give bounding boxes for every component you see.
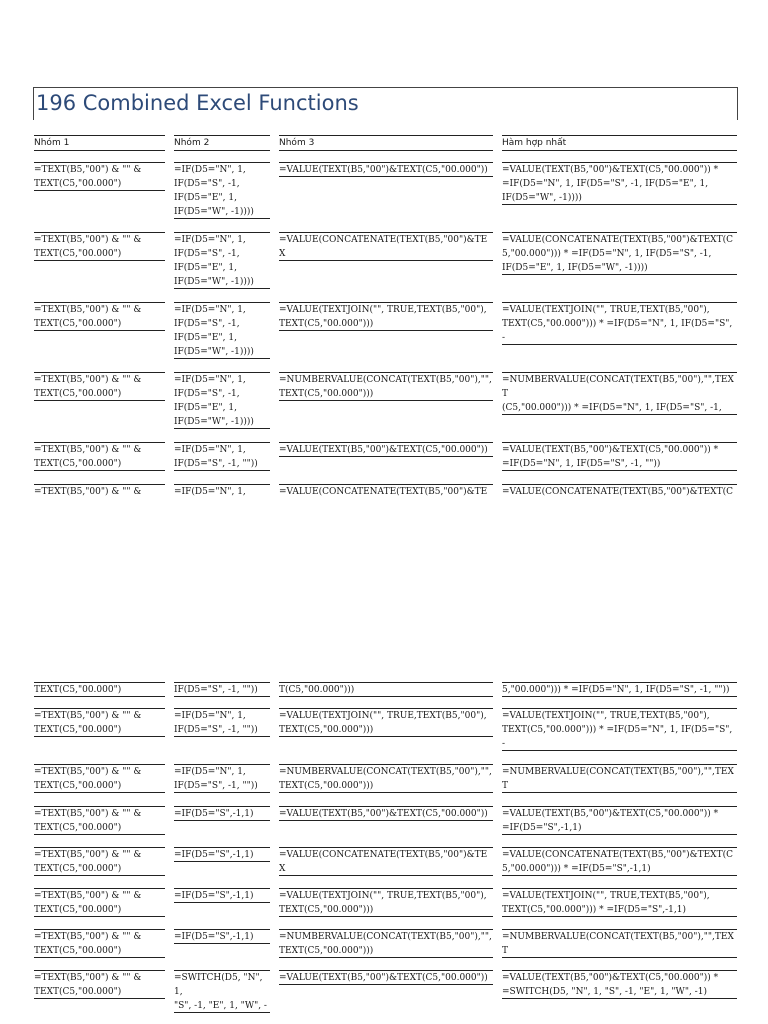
table-cell: =IF(D5="N", 1, IF(D5="S", -1, "")): [174, 708, 270, 737]
column-header: Nhóm 2: [174, 135, 270, 151]
table-cell: =VALUE(TEXT(B5,"00")&TEXT(C5,"00.000")): [279, 970, 493, 985]
table-cell: =IF(D5="N", 1, IF(D5="S", -1, IF(D5="E", 1, IF(D5="W", -1)))): [174, 162, 270, 219]
table-cell: =VALUE(TEXT(B5,"00")&TEXT(C5,"00.000")) * =IF(D5="N", 1, IF(D5="S", -1, IF(D5="E", 1, IF(D5="W", -1)))): [502, 162, 737, 205]
table-cell: T(C5,"00.000"))): [279, 682, 493, 697]
page-title: 196 Combined Excel Functions: [36, 91, 359, 115]
table-cell: =TEXT(B5,"00") & "" & TEXT(C5,"00.000"): [34, 302, 165, 331]
table-cell: =TEXT(B5,"00") & "" & TEXT(C5,"00.000"): [34, 232, 165, 261]
table-cell: =IF(D5="S",-1,1): [174, 847, 270, 862]
table-row: [0, 806, 768, 851]
table-cell: =IF(D5="N", 1, IF(D5="S", -1, "")): [174, 764, 270, 793]
table-row: [0, 929, 768, 974]
table-row: [0, 162, 768, 222]
table-cell: =VALUE(TEXTJOIN("", TRUE,TEXT(B5,"00"), TEXT(C5,"00.000"))): [279, 708, 493, 737]
table-cell: =VALUE(TEXT(B5,"00")&TEXT(C5,"00.000")): [279, 442, 493, 457]
table-cell: =VALUE(TEXT(B5,"00")&TEXT(C5,"00.000")) * =IF(D5="S",-1,1): [502, 806, 737, 835]
column-header: Nhóm 1: [34, 135, 165, 151]
table-cell: =IF(D5="N", 1, IF(D5="S", -1, IF(D5="E", 1, IF(D5="W", -1)))): [174, 372, 270, 429]
table-cell: =IF(D5="S",-1,1): [174, 929, 270, 944]
table-cell: =IF(D5="N", 1, IF(D5="S", -1, IF(D5="E", 1, IF(D5="W", -1)))): [174, 232, 270, 289]
table-cell: =VALUE(TEXT(B5,"00")&TEXT(C5,"00.000")) * =SWITCH(D5, "N", 1, "S", -1, "E", 1, "W", -1): [502, 970, 737, 999]
table-cell: IF(D5="S", -1, "")): [174, 682, 270, 697]
table-cell: =VALUE(TEXTJOIN("", TRUE,TEXT(B5,"00"), TEXT(C5,"00.000"))) * =IF(D5="N", 1, IF(D5="S", -: [502, 708, 737, 751]
table-cell: =IF(D5="S",-1,1): [174, 806, 270, 821]
table-cell: =VALUE(TEXTJOIN("", TRUE,TEXT(B5,"00"), TEXT(C5,"00.000"))): [279, 888, 493, 917]
column-header: Nhóm 3: [279, 135, 493, 151]
table-cell: =NUMBERVALUE(CONCAT(TEXT(B5,"00"),"",TEXT: [502, 929, 737, 958]
table-row: [0, 970, 768, 1015]
table-row: [0, 372, 768, 432]
table-cell: =IF(D5="N", 1, IF(D5="S", -1, "")): [174, 442, 270, 471]
table-cell: 5,"00.000"))) * =IF(D5="N", 1, IF(D5="S", -1, "")): [502, 682, 737, 697]
table-cell: =NUMBERVALUE(CONCAT(TEXT(B5,"00"),"", TEXT(C5,"00.000"))): [279, 764, 493, 793]
table-cell: =VALUE(CONCATENATE(TEXT(B5,"00")&TEXT(C 5,"00.000"))) * =IF(D5="N", 1, IF(D5="S", -1, IF(D5="E", 1, IF(D5="W", -1)))): [502, 232, 737, 275]
table-row: [0, 764, 768, 809]
table-cell: =SWITCH(D5, "N", 1, "S", -1, "E", 1, "W", -: [174, 970, 270, 1013]
table-cell: =VALUE(TEXT(B5,"00")&TEXT(C5,"00.000")) * =IF(D5="N", 1, IF(D5="S", -1, "")): [502, 442, 737, 471]
table-cell: =TEXT(B5,"00") & "" & TEXT(C5,"00.000"): [34, 847, 165, 876]
table-cell: =VALUE(CONCATENATE(TEXT(B5,"00")&TEXT(C: [502, 484, 737, 499]
table-cell: =IF(D5="N", 1, IF(D5="S", -1, IF(D5="E", 1, IF(D5="W", -1)))): [174, 302, 270, 359]
table-cell: =TEXT(B5,"00") & "" & TEXT(C5,"00.000"): [34, 888, 165, 917]
table-cell: =TEXT(B5,"00") & "" & TEXT(C5,"00.000"): [34, 442, 165, 471]
table-row: [0, 847, 768, 892]
page-title-frame: [33, 87, 738, 120]
table-cell: =TEXT(B5,"00") & "" &: [34, 484, 165, 499]
table-cell: =VALUE(TEXT(B5,"00")&TEXT(C5,"00.000")): [279, 162, 493, 177]
table-cell: =TEXT(B5,"00") & "" & TEXT(C5,"00.000"): [34, 372, 165, 401]
table-cell: =NUMBERVALUE(CONCAT(TEXT(B5,"00"),"",TEXT: [502, 764, 737, 793]
table-cell: =VALUE(TEXTJOIN("", TRUE,TEXT(B5,"00"), TEXT(C5,"00.000"))) * =IF(D5="N", 1, IF(D5="S", -: [502, 302, 737, 345]
table-cell: =NUMBERVALUE(CONCAT(TEXT(B5,"00"),"", TEXT(C5,"00.000"))): [279, 929, 493, 958]
header-row: [0, 135, 768, 151]
table-row: [0, 302, 768, 362]
table-cell: =IF(D5="N", 1,: [174, 484, 270, 499]
table-row: [0, 232, 768, 292]
table-cell: =VALUE(CONCATENATE(TEXT(B5,"00")&TEX: [279, 847, 493, 876]
table-cell: =VALUE(TEXTJOIN("", TRUE,TEXT(B5,"00"), TEXT(C5,"00.000"))) * =IF(D5="S",-1,1): [502, 888, 737, 917]
table-cell: =TEXT(B5,"00") & "" & TEXT(C5,"00.000"): [34, 162, 165, 191]
table-cell: =IF(D5="S",-1,1): [174, 888, 270, 903]
table-row: [0, 484, 768, 544]
table-cell: TEXT(C5,"00.000"): [34, 682, 165, 697]
table-cell: =VALUE(CONCATENATE(TEXT(B5,"00")&TEX: [279, 232, 493, 261]
column-header: Hàm hợp nhất: [502, 135, 737, 151]
table-cell: =TEXT(B5,"00") & "" & TEXT(C5,"00.000"): [34, 929, 165, 958]
table-cell: =NUMBERVALUE(CONCAT(TEXT(B5,"00"),"", TEXT(C5,"00.000"))): [279, 372, 493, 401]
table-row: [0, 888, 768, 933]
table-cell: =TEXT(B5,"00") & "" & TEXT(C5,"00.000"): [34, 806, 165, 835]
table-row: [0, 708, 768, 753]
table-cell: =VALUE(TEXT(B5,"00")&TEXT(C5,"00.000")): [279, 806, 493, 821]
table-cell: =TEXT(B5,"00") & "" & TEXT(C5,"00.000"): [34, 764, 165, 793]
table-cell: =TEXT(B5,"00") & "" & TEXT(C5,"00.000"): [34, 708, 165, 737]
table-cell: =VALUE(TEXTJOIN("", TRUE,TEXT(B5,"00"), TEXT(C5,"00.000"))): [279, 302, 493, 331]
table-cell: =TEXT(B5,"00") & "" & TEXT(C5,"00.000"): [34, 970, 165, 999]
table-cell: =VALUE(CONCATENATE(TEXT(B5,"00")&TE: [279, 484, 493, 499]
table-cell: =NUMBERVALUE(CONCAT(TEXT(B5,"00"),"",TEXT (C5,"00.000"))) * =IF(D5="N", 1, IF(D5="S", -1,: [502, 372, 737, 415]
table-cell: =VALUE(CONCATENATE(TEXT(B5,"00")&TEXT(C 5,"00.000"))) * =IF(D5="S",-1,1): [502, 847, 737, 876]
